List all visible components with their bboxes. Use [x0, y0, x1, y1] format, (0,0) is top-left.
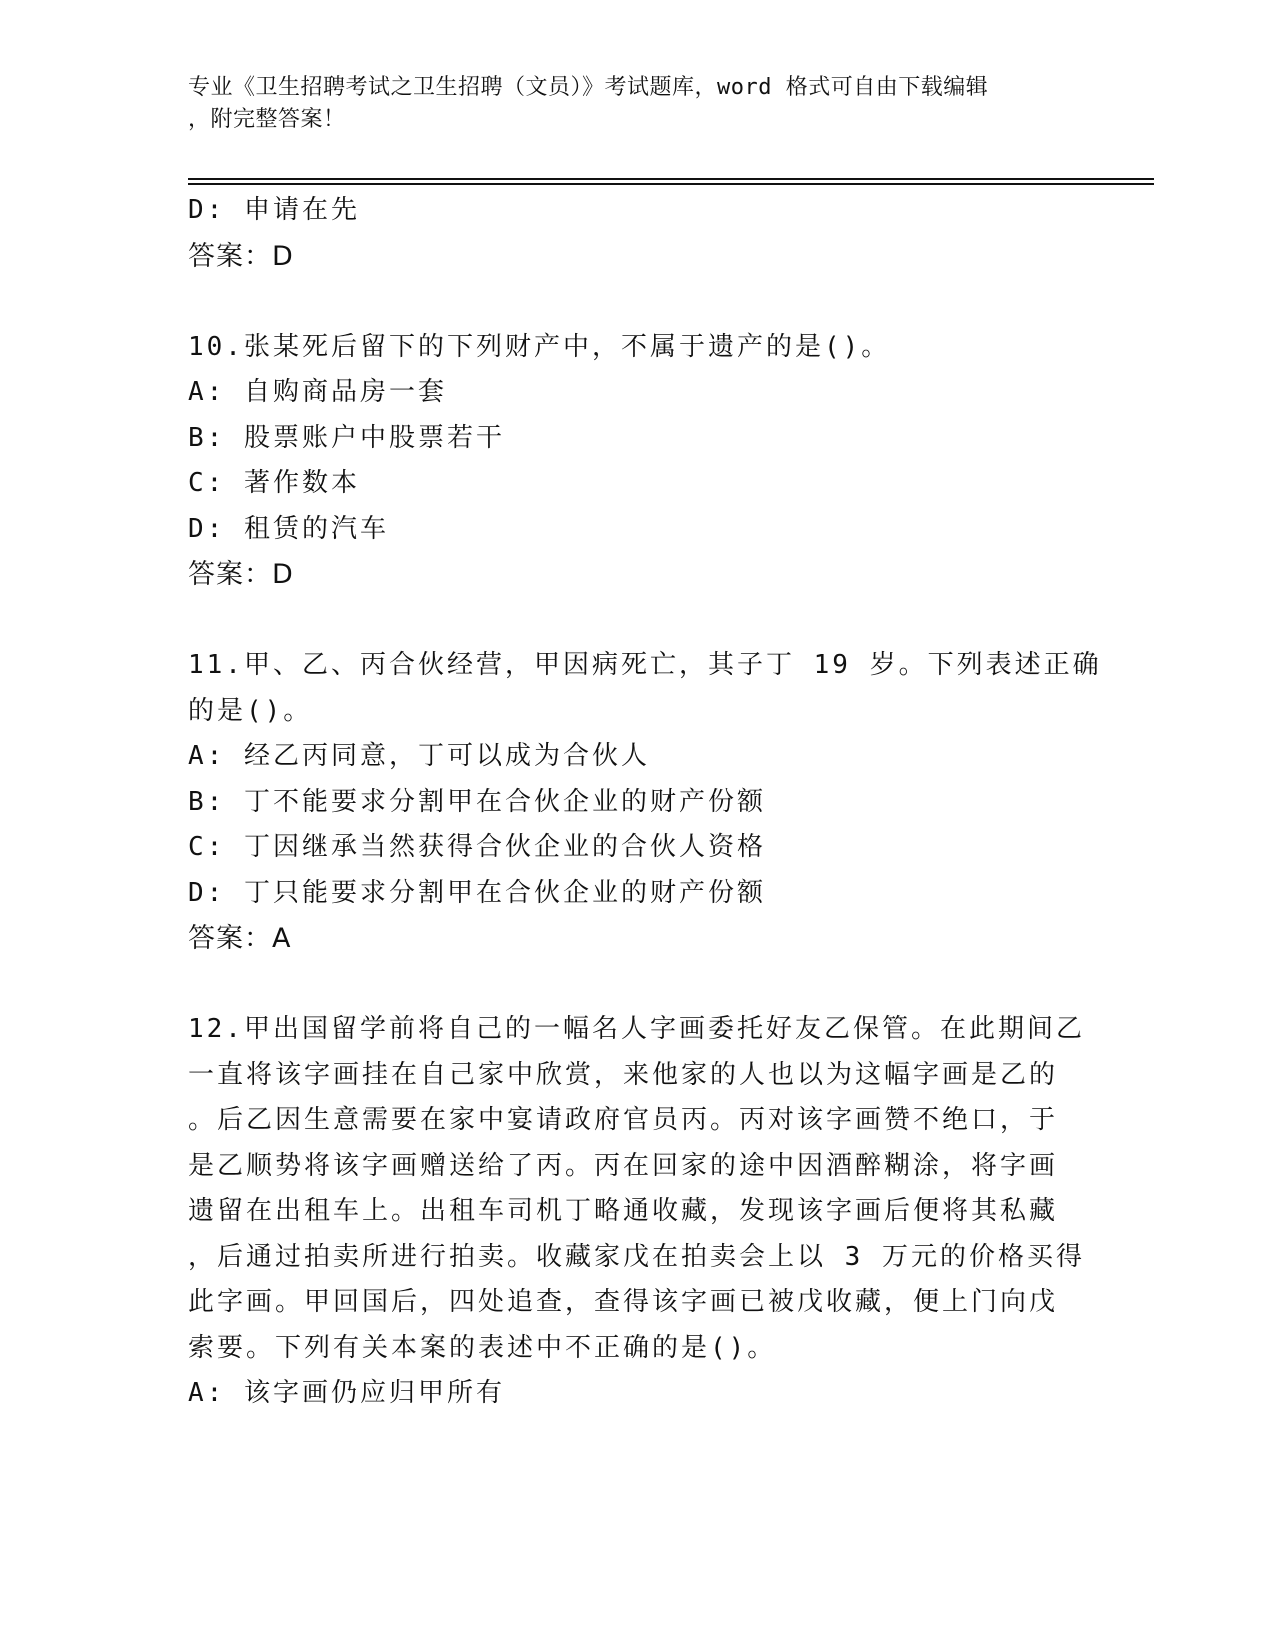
spacer [188, 598, 1088, 644]
question-11-option-b: B: 丁不能要求分割甲在合伙企业的财产份额 [188, 786, 766, 817]
question-11-option-d: D: 丁只能要求分割甲在合伙企业的财产份额 [188, 877, 766, 908]
question-10-option-b: B: 股票账户中股票若干 [188, 422, 505, 453]
header-rule-bottom [188, 183, 1154, 185]
question-12-stem-line-8: 索要。下列有关本案的表述中不正确的是()。 [188, 1332, 777, 1363]
question-11-stem-line-2: 的是()。 [188, 695, 313, 726]
question-11-stem-line-1: 11.甲、乙、丙合伙经营，甲因病死亡，其子丁 19 岁。下列表述正确 [188, 650, 1102, 680]
header-rule-top [188, 178, 1154, 180]
question-12-stem-line-3: 。后乙因生意需要在家中宴请政府官员丙。丙对该字画赞不绝口，于 [188, 1105, 1059, 1135]
question-10-answer: 答案：D [188, 559, 294, 590]
question-12-stem-line-5: 遗留在出租车上。出租车司机丁略通收藏，发现该字画后便将其私藏 [188, 1196, 1059, 1226]
question-12-stem-line-7: 此字画。甲回国后，四处追查，查得该字画已被戊收藏，便上门向戊 [188, 1287, 1059, 1317]
page-header [188, 72, 1068, 136]
prev-answer: 答案：D [188, 240, 294, 272]
question-10-stem: 10.张某死后留下的下列财产中，不属于遗产的是()。 [188, 331, 891, 362]
question-11-answer: 答案：A [188, 923, 292, 954]
prev-option-d: D: 申请在先 [188, 195, 360, 225]
question-11-option-a: A: 经乙丙同意，丁可以成为合伙人 [188, 741, 650, 771]
spacer [188, 279, 1088, 325]
question-12-stem-line-6: ，后通过拍卖所进行拍卖。收藏家戊在拍卖会上以 3 万元的价格买得 [188, 1241, 1085, 1272]
question-10-option-d: D: 租赁的汽车 [188, 513, 389, 544]
question-10-option-a: A: 自购商品房一套 [188, 377, 447, 407]
header-line-2: ，附完整答案！ [188, 107, 346, 132]
question-12-stem-line-2: 一直将该字画挂在自己家中欣赏，来他家的人也以为这幅字画是乙的 [188, 1059, 1059, 1090]
question-12-stem-line-4: 是乙顺势将该字画赠送给了丙。丙在回家的途中因酒醉糊涂，将字画 [188, 1150, 1059, 1181]
header-line-1: 专业《卫生招聘考试之卫生招聘（文员）》考试题库，word 格式可自由下载编辑 [188, 75, 989, 100]
spacer [188, 962, 1088, 1008]
question-12-stem-line-1: 12.甲出国留学前将自己的一幅名人字画委托好友乙保管。在此期间乙 [188, 1014, 1085, 1044]
question-10-option-c: C: 著作数本 [188, 468, 360, 498]
question-12-option-a: A: 该字画仍应归甲所有 [188, 1378, 505, 1408]
question-11-option-c: C: 丁因继承当然获得合伙企业的合伙人资格 [188, 832, 766, 862]
question-list [188, 188, 1102, 1417]
